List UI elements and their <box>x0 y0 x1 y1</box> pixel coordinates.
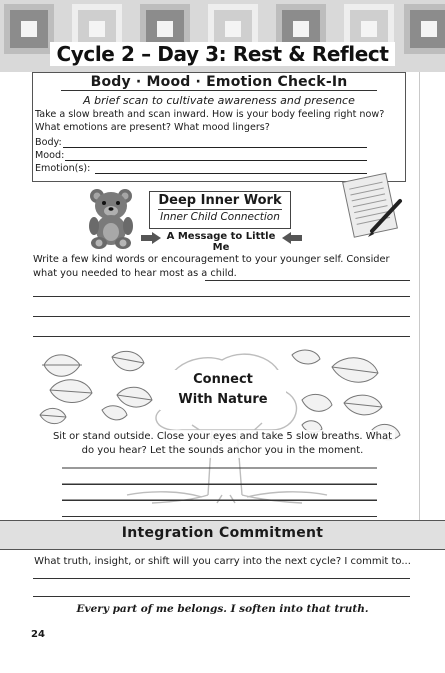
message-label-row <box>141 231 303 253</box>
writing-line[interactable] <box>33 596 410 597</box>
checkin-box <box>32 72 406 182</box>
writing-line[interactable] <box>33 336 410 337</box>
inner-work-prompt: Write a few kind words or encouragement to your younger self. Consider what you needed to hear most as a child. <box>33 254 390 279</box>
deep-inner-work-subtitle: Inner Child Connection <box>158 209 282 223</box>
checkin-subtitle: A brief scan to cultivate awareness and presence <box>83 94 355 107</box>
checkin-title-text: Body · Mood · Emotion Check-In <box>61 74 378 91</box>
tree-and-leaves-illustration <box>32 345 412 505</box>
body-field-label: Body: <box>35 137 62 148</box>
nature-title-line2: With Nature <box>178 392 268 407</box>
body-field-line[interactable] <box>63 147 367 148</box>
nature-prompt: Sit or stand outside. Close your eyes and take 5 slow breaths. What do you hear? Let the sounds anchor you in the moment. <box>50 430 395 458</box>
emotion-field-line[interactable] <box>95 173 367 174</box>
page-title <box>0 42 445 66</box>
arrow-left-icon <box>282 232 302 244</box>
nature-title-line1: Connect <box>193 372 253 387</box>
teddy-bear-icon <box>85 186 137 250</box>
writing-line[interactable] <box>62 516 377 517</box>
closing-affirmation: Every part of me belongs. I soften into that truth. <box>76 603 369 615</box>
writing-line[interactable] <box>33 296 410 297</box>
checkin-title <box>33 74 405 90</box>
mood-field-label: Mood: <box>35 150 65 161</box>
writing-line[interactable] <box>33 578 410 579</box>
integration-prompt: What truth, insight, or shift will you carry into the next cycle? I commit to... <box>34 556 411 567</box>
writing-line[interactable] <box>33 316 410 317</box>
writing-line[interactable] <box>62 500 377 501</box>
page-title-text: Cycle 2 – Day 3: Rest & Reflect <box>50 42 394 66</box>
emotion-field-label: Emotion(s): <box>35 163 91 174</box>
checkin-prompt: Take a slow breath and scan inward. How is your body feeling right now? What emotions are present? What mood lingers? <box>35 109 385 133</box>
nature-title <box>160 370 286 410</box>
deep-inner-work-box <box>149 191 291 229</box>
page-number: 24 <box>31 629 45 640</box>
writing-line[interactable] <box>62 484 377 485</box>
deep-inner-work-title: Deep Inner Work <box>158 193 282 208</box>
mood-field-line[interactable] <box>65 160 367 161</box>
integration-title: Integration Commitment <box>121 525 324 541</box>
message-label: A Message to Little Me <box>166 231 276 253</box>
writing-line[interactable] <box>205 280 410 281</box>
paper-and-pen-icon <box>336 171 406 239</box>
arrow-right-icon <box>141 232 161 244</box>
page-edge-divider <box>419 72 420 520</box>
